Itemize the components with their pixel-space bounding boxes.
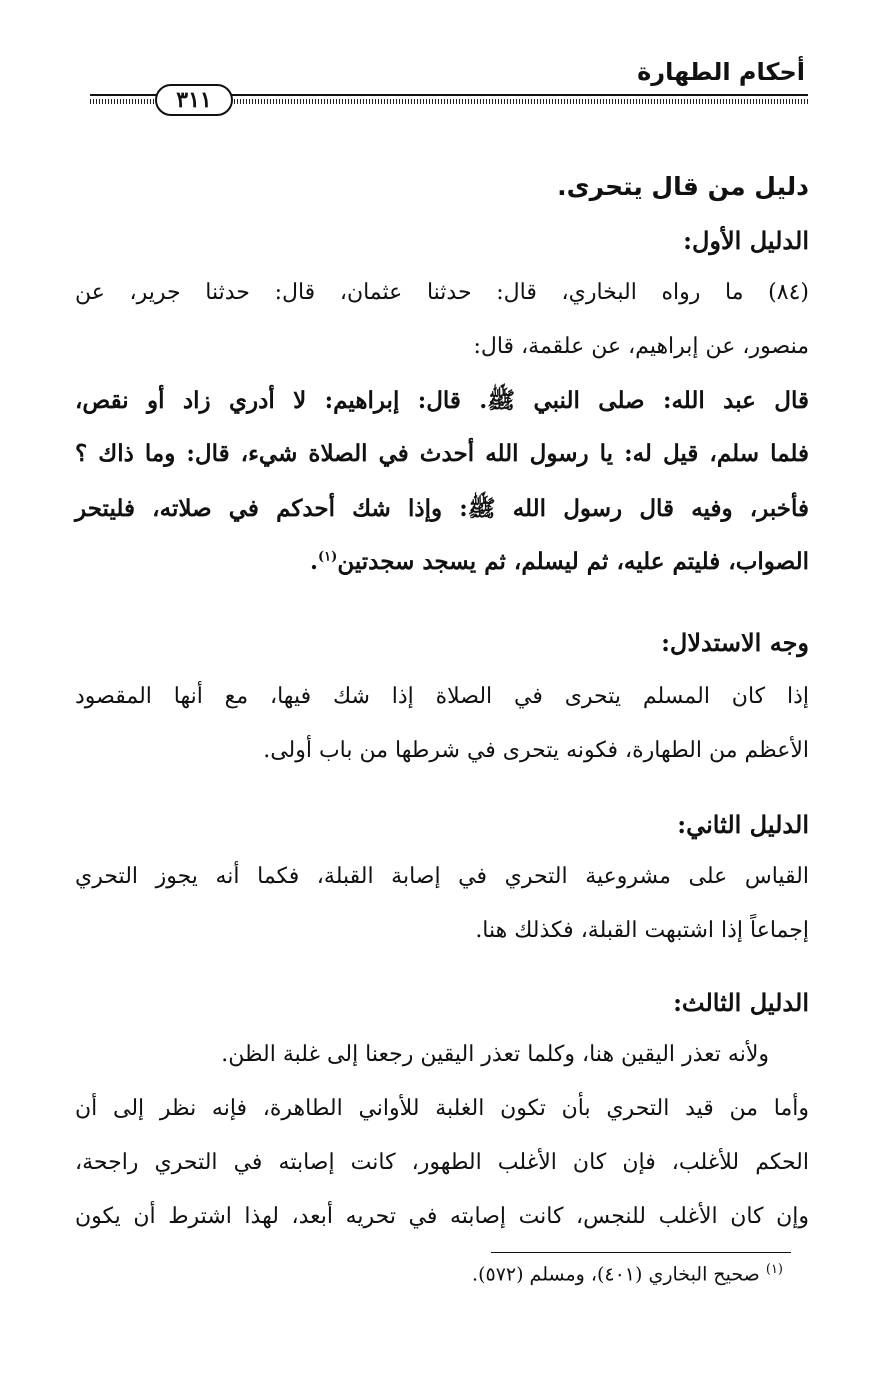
paragraph-line: منصور، عن إبراهيم، عن علقمة، قال: — [473, 334, 809, 359]
page-number: ٣١١ — [155, 84, 233, 116]
hadith-line — [310, 548, 809, 575]
paragraph-line: ولأنه تعذر اليقين هنا، وكلما تعذر اليقين رجعنا إلى غلبة الظن. — [221, 1042, 769, 1067]
paragraph-line: الأعظم من الطهارة، فكونه يتحرى في شرطها من باب أولى. — [263, 738, 809, 763]
hadith-line-end: . — [310, 548, 319, 575]
heading-first-evidence: الدليل الأول: — [683, 226, 809, 255]
paragraph-line: (٨٤) ما رواه البخاري، قال: حدثنا عثمان، قال: حدثنا جرير، عن — [75, 280, 809, 305]
hadith-line: قال عبد الله: صلى النبي ﷺ. قال: إبراهيم: لا أدري زاد أو نقص، — [75, 387, 809, 414]
main-text — [75, 0, 809, 1250]
footnote-rule — [491, 1252, 791, 1253]
footnote-ref: (١) — [318, 549, 338, 565]
heading-third-evidence: الدليل الثالث: — [673, 988, 809, 1017]
heading-second-evidence: الدليل الثاني: — [677, 810, 809, 839]
paragraph-line: الحكم للأغلب، فإن كان الأغلب الطهور، كانت إصابته في التحري راجحة، — [75, 1150, 809, 1175]
paragraph-line: إجماعاً إذا اشتبهت القبلة، فكذلك هنا. — [475, 918, 809, 943]
hadith-line: فأخبر، وفيه قال رسول الله ﷺ: وإذا شك أحدكم في صلاته، فليتحر — [75, 495, 809, 522]
paragraph-line: القياس على مشروعية التحري في إصابة القبلة، فكما أنه يجوز التحري — [75, 864, 809, 889]
paragraph-line: وأما من قيد التحري بأن تكون الغلبة للأواني الطاهرة، فإنه نظر إلى أن — [75, 1096, 809, 1121]
hadith-line-text: الصواب، فليتم عليه، ثم ليسلم، ثم يسجد سجدتين — [337, 548, 809, 575]
paragraph-line: إذا كان المسلم يتحرى في الصلاة إذا شك فيها، مع أنها المقصود — [75, 684, 809, 709]
paragraph-line: وإن كان الأغلب للنجس، كانت إصابته في تحريه أبعد، لهذا اشترط أن يكون — [75, 1204, 809, 1229]
heading-inference: وجه الاستدلال: — [661, 628, 809, 657]
footnote-marker: (١) — [765, 1262, 783, 1277]
footnote-text: صحيح البخاري (٤٠١)، ومسلم (٥٧٢). — [472, 1263, 760, 1286]
footnote — [472, 1262, 783, 1285]
running-head-title: أحكام الطهارة — [637, 58, 805, 86]
section-title: دليل من قال يتحرى. — [557, 172, 809, 201]
hadith-line: فلما سلم، قيل له: يا رسول الله أحدث في الصلاة شيء، قال: وما ذاك ؟ — [75, 440, 809, 467]
